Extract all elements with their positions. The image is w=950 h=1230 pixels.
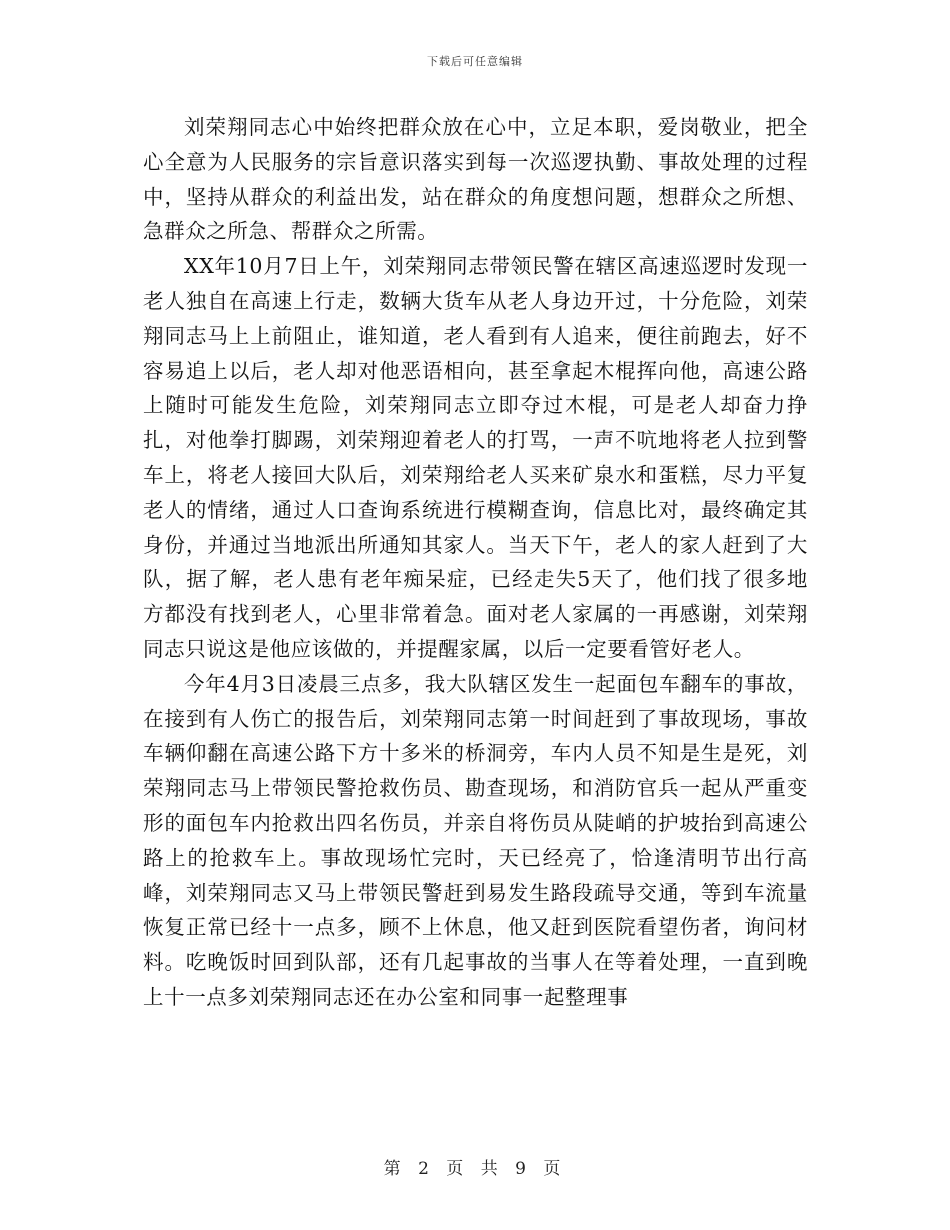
paragraph-1: 刘荣翔同志心中始终把群众放在心中，立足本职，爱岗敬业，把全心全意为人民服务的宗旨意识落实到每一次巡逻执勤、事故处理的过程中，坚持从群众的利益出发，站在群众的角度想问题，想群众之所想、急群众之所急、帮群众之所需。: [143, 115, 808, 244]
paragraph-2: XX年10月7日上午，刘荣翔同志带领民警在辖区高速巡逻时发现一老人独自在高速上行走，数辆大货车从老人身边开过，十分危险，刘荣翔同志马上上前阻止，谁知道，老人看到有人追来，便往前跑去，好不容易追上以后，老人却对他恶语相向，甚至拿起木棍挥向他，高速公路上随时可能发生危险，刘荣翔同志立即夺过木棍，可是老人却奋力挣扎，对他拳打脚踢，刘荣翔迎着老人的打骂，一声不吭地将老人拉到警车上，将老人接回大队后，刘荣翔给老人买来矿泉水和蛋糕，尽力平复老人的情绪，通过人口查询系统进行模糊查询，信息比对，最终确定其身份，并通过当地派出所通知其家人。当天下午，老人的家人赶到了大队，据了解，老人患有老年痴呆症，已经走失5天了，他们找了很多地方都没有找到老人，心里非常着急。面对老人家属的一再感谢，刘荣翔同志只说这是他应该做的，并提醒家属，以后一定要看管好老人。: [143, 254, 808, 661]
paragraph-3: 今年4月3日凌晨三点多，我大队辖区发生一起面包车翻车的事故，在接到有人伤亡的报告后，刘荣翔同志第一时间赶到了事故现场，事故车辆仰翻在高速公路下方十多米的桥洞旁，车内人员不知是生是死，刘荣翔同志马上带领民警抢救伤员、勘查现场，和消防官兵一起从严重变形的面包车内抢救出四名伤员，并亲自将伤员从陡峭的护坡抬到高速公路上的抢救车上。事故现场忙完时，天已经亮了，恰逢清明节出行高峰，刘荣翔同志又马上带领民警赶到易发生路段疏导交通，等到车流量恢复正常已经十一点多，顾不上休息，他又赶到医院看望伤者，询问材料。吃晚饭时回到队部，还有几起事故的当事人在等着处理，一直到晚上十一点多刘荣翔同志还在办公室和同事一起整理事: [143, 671, 808, 1009]
page-header-note: 下载后可任意编辑: [427, 55, 523, 68]
document-body: [143, 110, 808, 1015]
page-number-footer: 第 2 页 共 9 页: [383, 1159, 567, 1179]
